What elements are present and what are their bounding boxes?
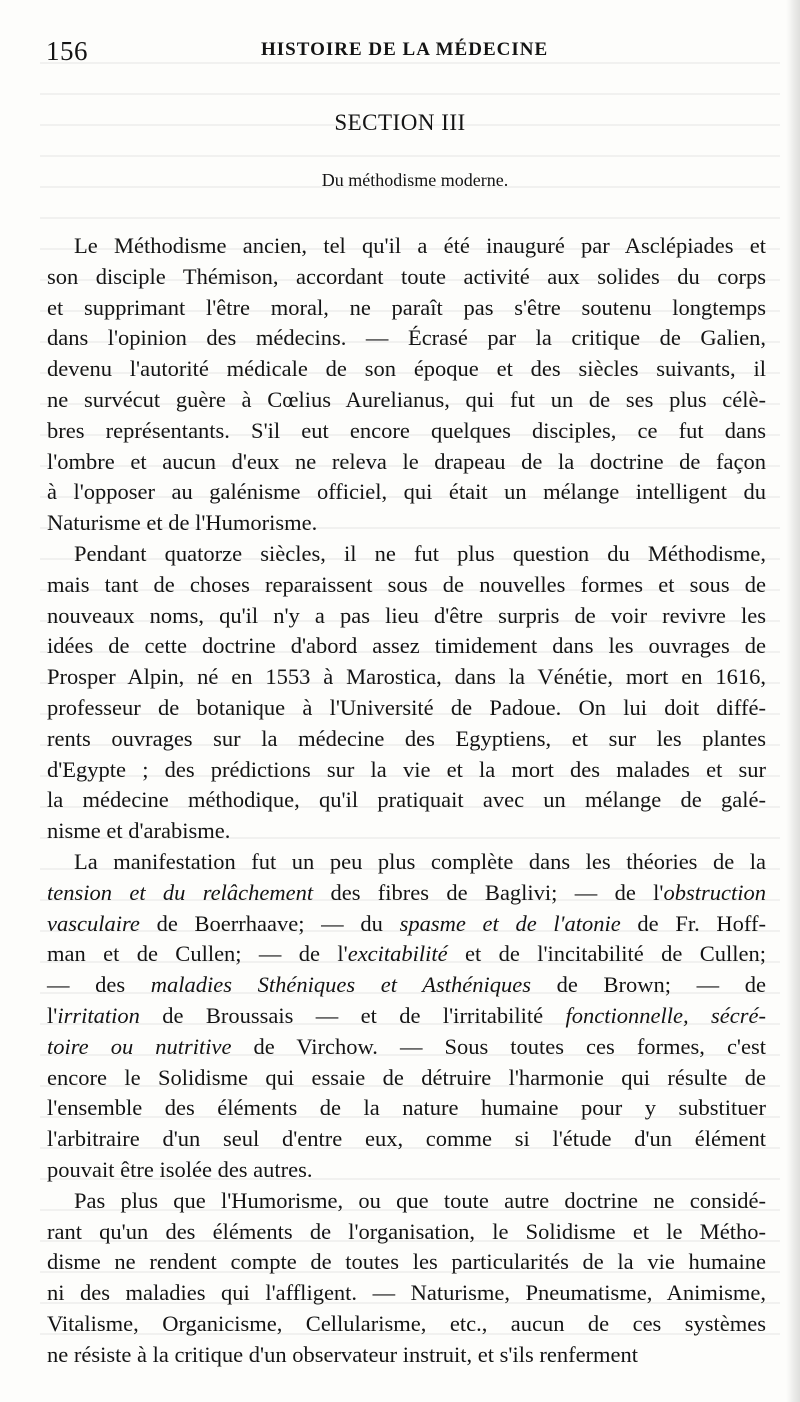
text-line: à l'opposer au galénisme officiel, qui était un mélange intelligent du — [47, 479, 766, 505]
text-span: pouvait être isolée des autres. — [47, 1156, 313, 1182]
text-line — [47, 1155, 766, 1186]
text-line: Pendant quatorze siècles, il ne fut plus question du Méthodisme, — [74, 540, 766, 566]
italic-span: irritation — [57, 1002, 140, 1028]
italic-span: fonctionnelle, sécré- — [565, 1002, 766, 1028]
text-span: — des — [47, 972, 151, 998]
text-line — [47, 909, 766, 940]
text-span: La manifestation fut un peu plus complète dans les théories de la — [74, 848, 766, 874]
text-line — [47, 939, 766, 970]
text-span: de Broussais — et de l'irritabilité — [139, 1002, 566, 1028]
text-line — [47, 970, 766, 1001]
text-line: nisme et d'arabisme. — [47, 818, 231, 844]
text-line: mais tant de choses reparaissent sous de nouvelles formes et sous de — [47, 571, 766, 597]
body-text — [47, 231, 766, 1370]
text-line: et supprimant l'être moral, ne paraît pas s'être soutenu longtemps — [47, 294, 766, 320]
text-line — [47, 1124, 766, 1155]
text-span: man et de Cullen; — de l' — [47, 941, 348, 967]
text-line: ne survécut guère à Cœlius Aurelianus, qui fut un de ses plus célè- — [47, 386, 766, 412]
section-subtitle-text: Du méthodisme moderne. — [321, 170, 509, 190]
text-line: idées de cette doctrine d'abord assez timidement dans les ouvrages de — [47, 633, 766, 659]
italic-span: vasculaire — [47, 910, 140, 936]
text-line — [47, 1093, 766, 1124]
text-span: et de l'incitabilité de Cullen; — [447, 941, 766, 967]
text-line — [47, 1001, 766, 1032]
text-line: professeur de botanique à l'Université de Padoue. On lui doit diffé- — [47, 694, 766, 720]
section-heading — [0, 110, 800, 136]
italic-span: tension et du relâchement — [47, 879, 314, 905]
text-line: Naturisme et de l'Humorisme. — [47, 510, 318, 536]
paragraph — [47, 539, 766, 847]
text-span: l' — [47, 1002, 58, 1028]
text-line — [47, 878, 766, 909]
text-line: dans l'opinion des médecins. — Écrasé par la critique de Galien, — [47, 325, 766, 351]
text-line: Vitalisme, Organicisme, Cellularisme, etc., aucun de ces systèmes — [47, 1310, 766, 1336]
text-span: l'ensemble des éléments de la nature humaine pour y substituer — [47, 1095, 766, 1121]
text-span: de Fr. Hoff- — [620, 910, 766, 936]
text-line: la médecine méthodique, qu'il pratiquait avec un mélange de galé- — [47, 787, 766, 813]
text-span: encore le Solidisme qui essaie de détruire l'harmonie qui résulte de — [47, 1064, 766, 1090]
text-line: ni des maladies qui l'affligent. — Naturisme, Pneumatisme, Animisme, — [47, 1280, 766, 1306]
text-span: des fibres de Baglivi; — de l' — [313, 879, 664, 905]
paragraph — [47, 231, 766, 539]
text-line: Pas plus que l'Humorisme, ou que toute autre doctrine ne considé- — [74, 1187, 766, 1213]
text-line: Le Méthodisme ancien, tel qu'il a été inauguré par Asclépiades et — [74, 233, 766, 258]
text-line: disme ne rendent compte de toutes les particularités de la vie humaine — [47, 1249, 766, 1275]
text-line: son disciple Thémison, accordant toute activité aux solides du corps — [47, 263, 766, 289]
text-span: de Virchow. — Sous toutes ces formes, c'est — [231, 1033, 766, 1059]
page-edge-shadow — [786, 0, 800, 1402]
text-line — [47, 847, 766, 878]
italic-span: maladies Sthéniques et Asthéniques — [150, 972, 531, 998]
italic-span: excitabilité — [347, 941, 448, 967]
text-line: d'Egypte ; des prédictions sur la vie et la mort des malades et sur — [47, 756, 766, 782]
text-line — [47, 1032, 766, 1063]
page-header — [46, 36, 566, 70]
text-span: l'arbitraire d'un seul d'entre eux, comme si l'étude d'un élément — [47, 1126, 766, 1152]
section-subtitle — [0, 170, 800, 191]
paragraph — [47, 1186, 766, 1371]
text-line: devenu l'autorité médicale de son époque et des siècles suivants, il — [47, 356, 766, 382]
text-line: ne résiste à la critique d'un observateur instruit, et s'ils renferment — [47, 1341, 639, 1367]
text-span: de Brown; — de — [530, 972, 766, 998]
text-line — [47, 1063, 766, 1094]
paragraph — [47, 847, 766, 1186]
italic-span: obstruction — [663, 879, 767, 905]
text-line: rents ouvrages sur la médecine des Egyptiens, et sur les plantes — [47, 725, 766, 751]
italic-span: toire ou nutritive — [47, 1033, 232, 1059]
text-line: bres représentants. S'il eut encore quelques disciples, ce fut dans — [47, 417, 766, 443]
running-title: HISTOIRE DE LA MÉDECINE — [261, 39, 549, 60]
section-heading-text: SECTION III — [334, 110, 466, 135]
text-line: l'ombre et aucun d'eux ne releva le drapeau de la doctrine de façon — [47, 448, 766, 474]
page-number: 156 — [46, 36, 88, 66]
text-line: Prosper Alpin, né en 1553 à Marostica, dans la Vénétie, mort en 1616, — [47, 664, 766, 690]
text-span: de Boerrhaave; — du — [139, 910, 400, 936]
text-line: rant qu'un des éléments de l'organisation, le Solidisme et le Métho- — [47, 1218, 766, 1244]
italic-span: spasme et de l'atonie — [399, 910, 621, 936]
text-line: nouveaux noms, qu'il n'y a pas lieu d'être surpris de voir revivre les — [47, 602, 766, 628]
